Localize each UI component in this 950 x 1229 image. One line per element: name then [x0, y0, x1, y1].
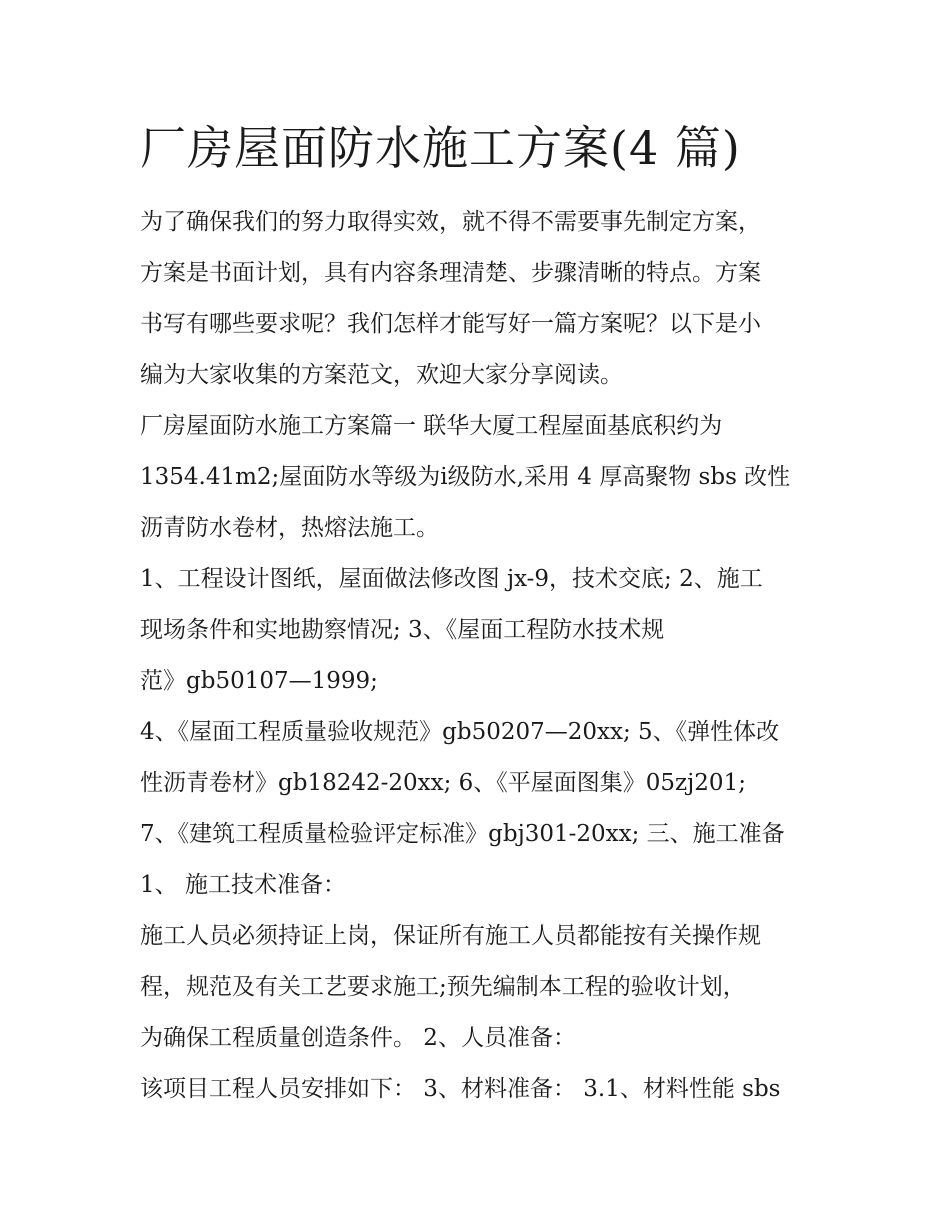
paragraph-line: 沥青防水卷材，热熔法施工。	[140, 515, 439, 541]
paragraph-line: 施工人员必须持证上岗，保证所有施工人员都能按有关操作规	[140, 923, 761, 949]
paragraph-line: 方案是书面计划，具有内容条理清楚、步骤清晰的特点。方案	[140, 260, 761, 286]
paragraph-line: 1、工程设计图纸，屋面做法修改图 jx-9，技术交底; 2、施工	[140, 566, 763, 592]
paragraph-line: 4、《屋面工程质量验收规范》gb50207—20xx; 5、《弹性体改	[140, 719, 780, 745]
document-title: 厂房屋面防水施工方案(4 篇)	[140, 121, 741, 175]
paragraph-line: 为确保工程质量创造条件。 2、人员准备：	[140, 1025, 576, 1051]
paragraph-line: 1354.41m2;屋面防水等级为ⅰ级防水,采用 4 厚高聚物 sbs 改性	[140, 464, 791, 490]
paragraph-line: 1、 施工技术准备：	[140, 872, 346, 898]
paragraph-line: 为了确保我们的努力取得实效，就不得不需要事先制定方案，	[140, 209, 761, 235]
paragraph-line: 厂房屋面防水施工方案篇一 联华大厦工程屋面基底积约为	[140, 413, 723, 439]
paragraph-line: 该项目工程人员安排如下： 3、材料准备： 3.1、材料性能 sbs	[140, 1076, 781, 1102]
paragraph-line: 编为大家收集的方案范文，欢迎大家分享阅读。	[140, 362, 623, 388]
paragraph-line: 书写有哪些要求呢？我们怎样才能写好一篇方案呢？以下是小	[140, 311, 761, 337]
paragraph-line: 性沥青卷材》gb18242-20xx; 6、《平屋面图集》05zj201;	[140, 770, 746, 796]
paragraph-line: 现场条件和实地勘察情况; 3、《屋面工程防水技术规	[140, 617, 665, 643]
paragraph-line: 程，规范及有关工艺要求施工;预先编制本工程的验收计划，	[140, 974, 746, 1000]
paragraph-line: 范》gb50107—1999;	[140, 668, 378, 694]
paragraph-line: 7、《建筑工程质量检验评定标准》gbj301-20xx; 三、施工准备	[140, 821, 785, 847]
